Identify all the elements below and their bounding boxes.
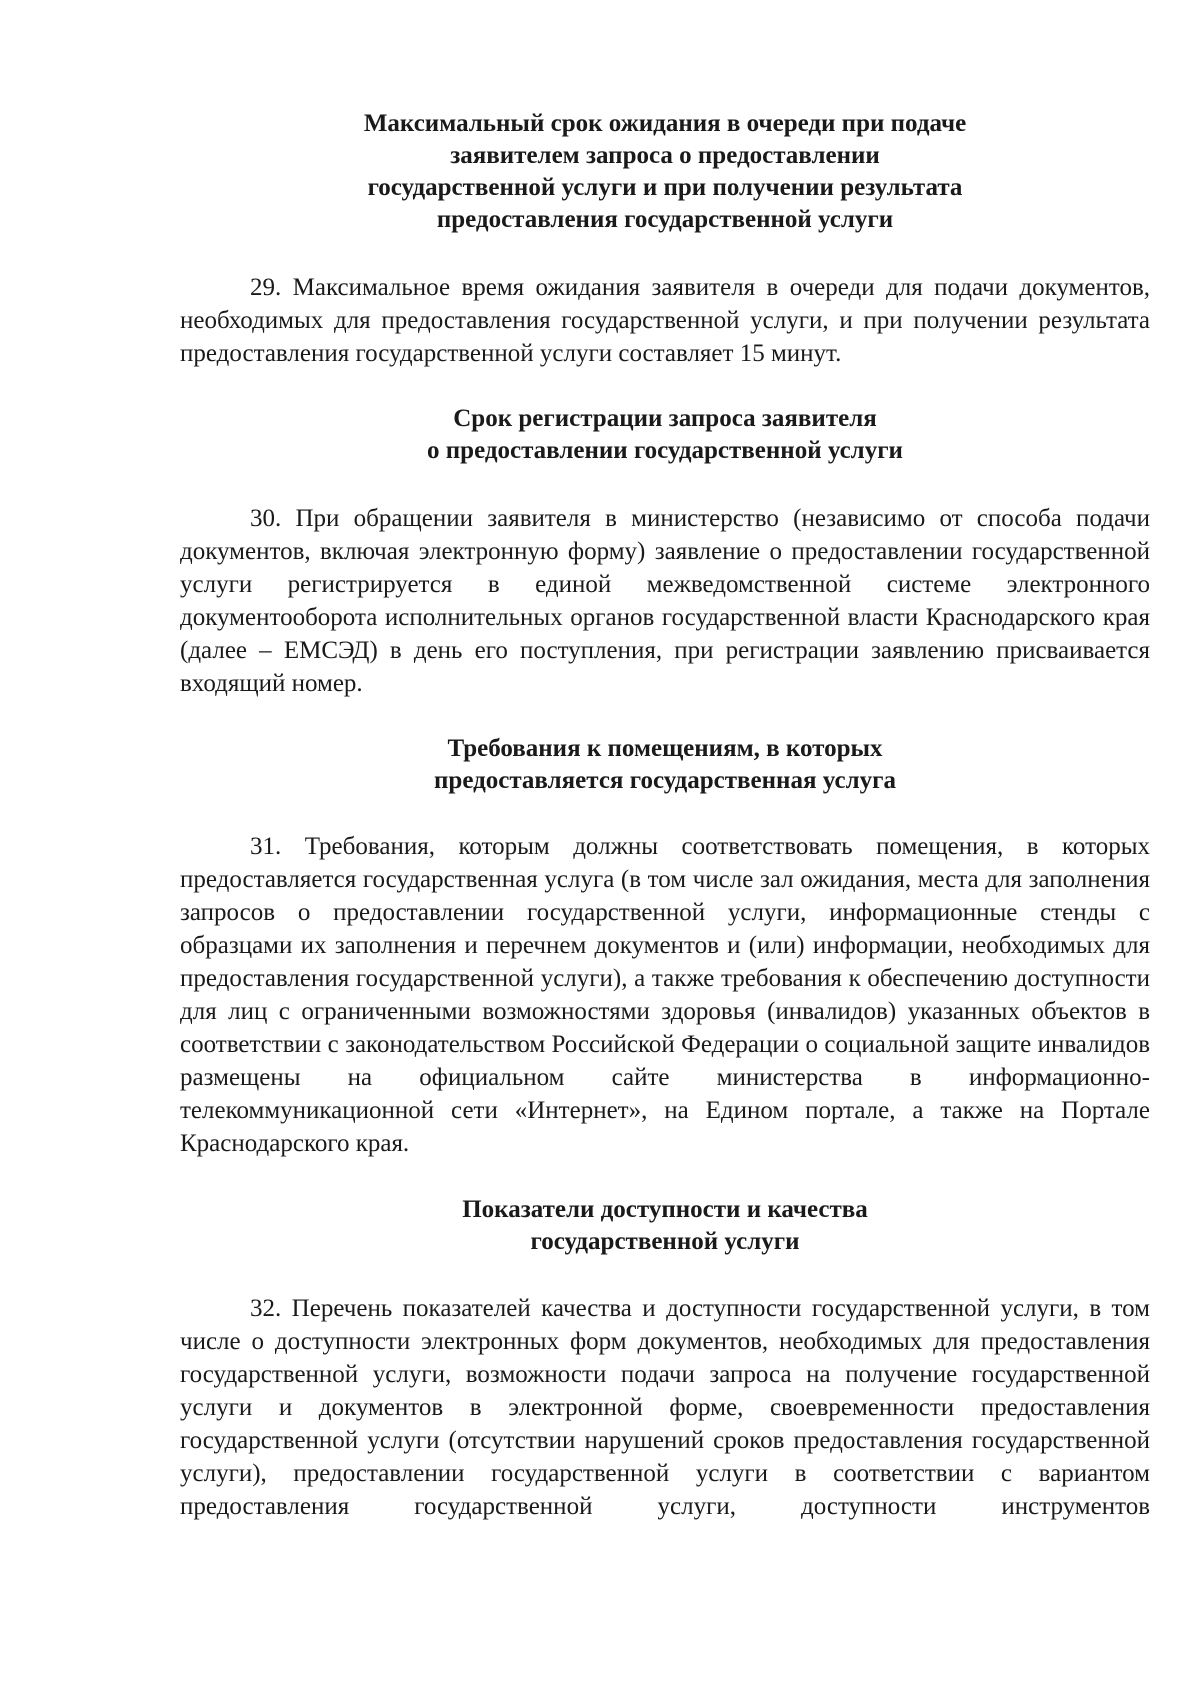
heading-line: о предоставлении государственной услуги <box>427 437 903 464</box>
paragraph-32: 32. Перечень показателей качества и доступности государственной услуги, в том числе о доступности электронных форм документов, необходимых для предоставления государственной услуги, возможности подачи запроса на получение государственной услуги и документов в электронной форме, своевременности предоставления государственной услуги (отсутствии нарушений сроков предоставления государственной услуги), предоставлении государственной услуги в соответствии с вариантом предоставления государственной услуги, доступности инструментов <box>180 1295 1150 1520</box>
heading-line: Требования к помещениям, в которых <box>447 735 883 762</box>
heading-line: государственной услуги <box>530 1228 800 1255</box>
section-heading-quality-indicators <box>180 1194 1150 1258</box>
section-heading-queue-wait <box>180 108 1150 236</box>
heading-line: государственной услуги и при получении результата <box>367 174 963 201</box>
paragraph-29: 29. Максимальное время ожидания заявителя в очереди для подачи документов, необходимых для предоставления государственной услуги, и при получении результата предоставления государственной услуги составляет 15 минут. <box>180 274 1150 367</box>
heading-line: предоставления государственной услуги <box>436 206 894 233</box>
heading-line: Срок регистрации запроса заявителя <box>453 405 877 432</box>
document-page <box>180 108 1150 1523</box>
section-heading-premises-requirements <box>180 733 1150 797</box>
heading-line: предоставляется государственная услуга <box>434 767 896 794</box>
paragraph-30: 30. При обращении заявителя в министерство (независимо от способа подачи документов, включая электронную форму) заявление о предоставлении государственной услуги регистрируется в единой межведомственной системе электронного документооборота исполнительных органов государственной власти Краснодарского края (далее – ЕМСЭД) в день его поступления, при регистрации заявлению присваивается входящий номер. <box>180 505 1150 697</box>
heading-line: Максимальный срок ожидания в очереди при подаче <box>363 110 967 137</box>
section-heading-registration-term <box>180 403 1150 467</box>
paragraph-31: 31. Требования, которым должны соответствовать помещения, в которых предоставляется государственная услуга (в том числе зал ожидания, места для заполнения запросов о предоставлении государственной услуги, информационные стенды с образцами их заполнения и перечнем документов и (или) информации, необходимых для предоставления государственной услуги), а также требования к обеспечению доступности для лиц с ограниченными возможностями здоровья (инвалидов) указанных объектов в соответствии с законодательством Российской Федерации о социальной защите инвалидов размещены на официальном сайте министерства в информационно-телекоммуникационной сети «Интернет», на Едином портале, а также на Портале Краснодарского края. <box>180 833 1150 1157</box>
heading-line: Показатели доступности и качества <box>462 1196 868 1223</box>
heading-line: заявителем запроса о предоставлении <box>450 142 880 169</box>
